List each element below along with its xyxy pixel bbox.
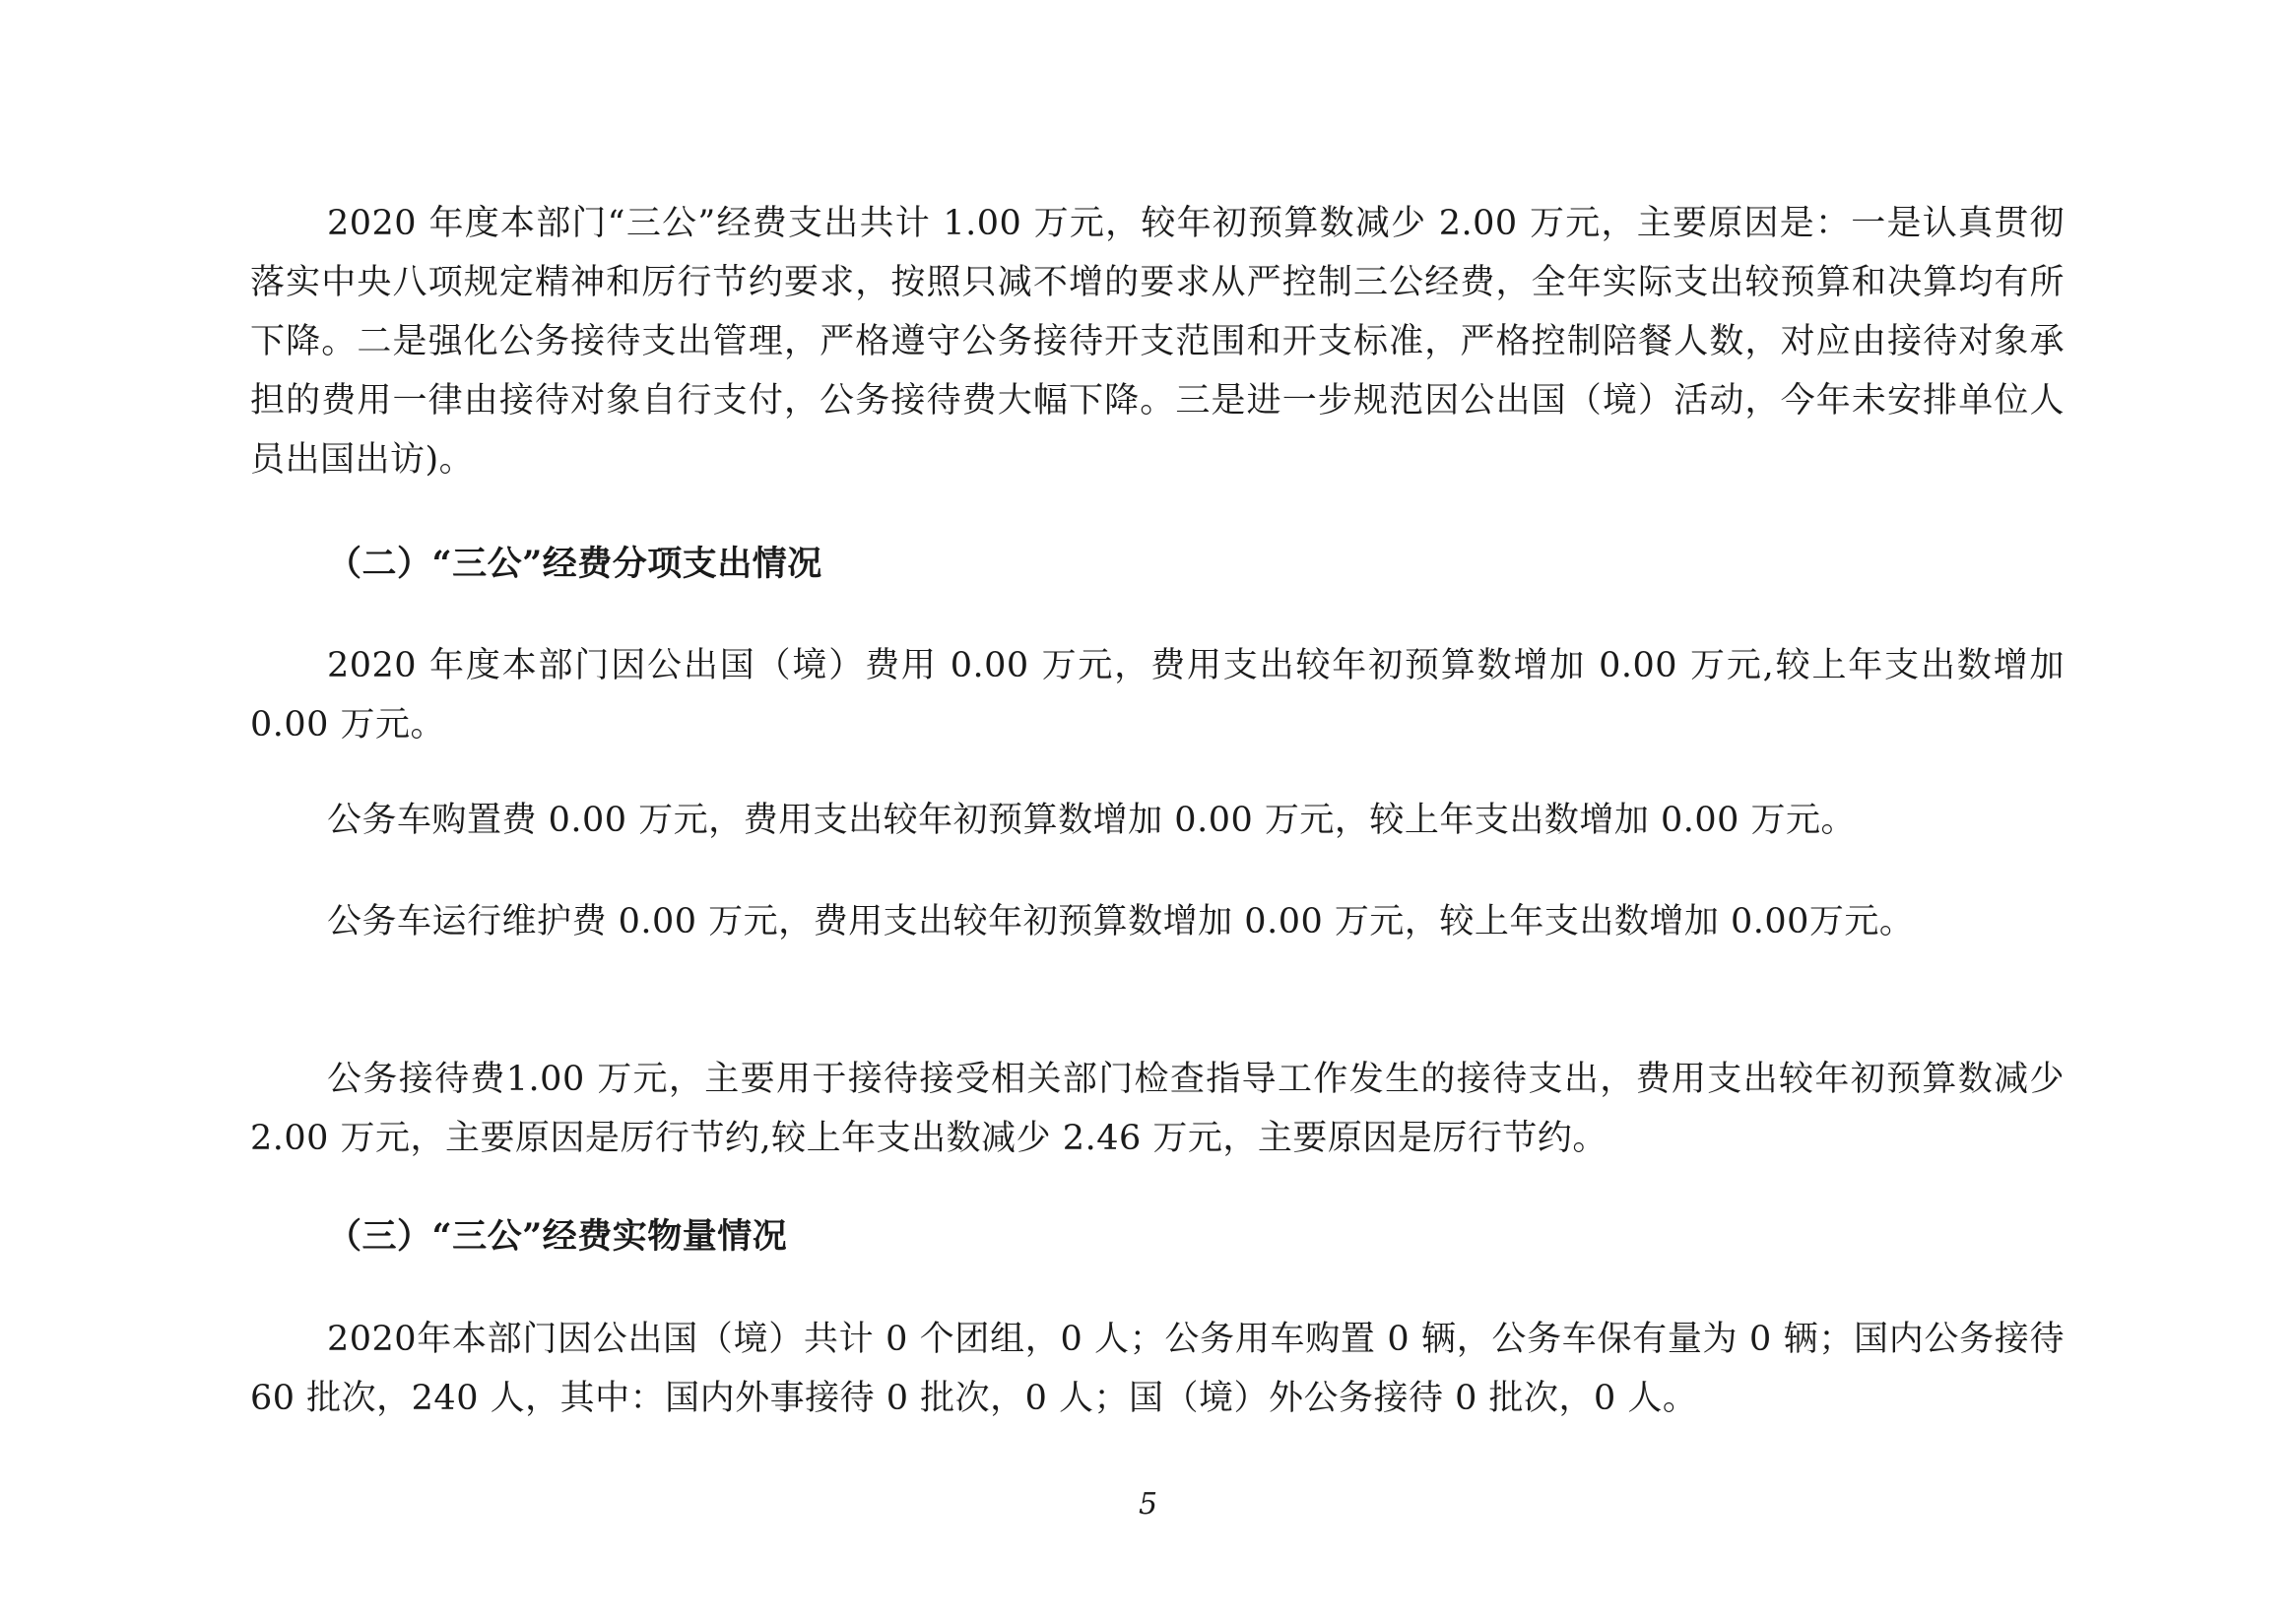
paragraph-reception-expenses: 公务接待费1.00 万元，主要用于接待接受相关部门检查指导工作发生的接待支出，费用支出较年初预算数减少2.00 万元，主要原因是厉行节约,较上年支出数减少 2.46 万元，主要原因是厉行节约。 bbox=[250, 1060, 2065, 1158]
paragraph-overseas-travel: 2020 年度本部门因公出国（境）费用 0.00 万元，费用支出较年初预算数增加 0.00 万元,较上年支出数增加 0.00 万元。 bbox=[250, 646, 2065, 745]
section-heading-itemized-expenses: （二）“三公”经费分项支出情况 bbox=[327, 544, 822, 584]
paragraph-vehicle-maintenance: 公务车运行维护费 0.00 万元，费用支出较年初预算数增加 0.00 万元，较上年支出数增加 0.00万元。 bbox=[327, 902, 1915, 941]
page-number: 5 bbox=[1138, 1487, 1158, 1522]
section-heading-physical-quantity: （三）“三公”经费实物量情况 bbox=[327, 1216, 788, 1257]
paragraph-vehicle-purchase: 公务车购置费 0.00 万元，费用支出较年初预算数增加 0.00 万元，较上年支出数增加 0.00 万元。 bbox=[327, 801, 1857, 840]
paragraph-summary: 2020 年度本部门“三公”经费支出共计 1.00 万元，较年初预算数减少 2.00 万元，主要原因是：一是认真贯彻落实中央八项规定精神和厉行节约要求，按照只减不增的要求从严控制三公经费，全年实际支出较预算和决算均有所下降。二是强化公务接待支出管理，严格遵守公务接待开支范围和开支标准，严格控制陪餐人数，对应由接待对象承担的费用一律由接待对象自行支付，公务接待费大幅下降。三是进一步规范因公出国（境）活动，今年未安排单位人员出国出访)。 bbox=[250, 204, 2065, 480]
paragraph-physical-quantity: 2020年本部门因公出国（境）共计 0 个团组，0 人；公务用车购置 0 辆，公务车保有量为 0 辆；国内公务接待60 批次，240 人，其中：国内外事接待 0 批次，0 人；国（境）外公务接待 0 批次，0 人。 bbox=[250, 1320, 2065, 1418]
